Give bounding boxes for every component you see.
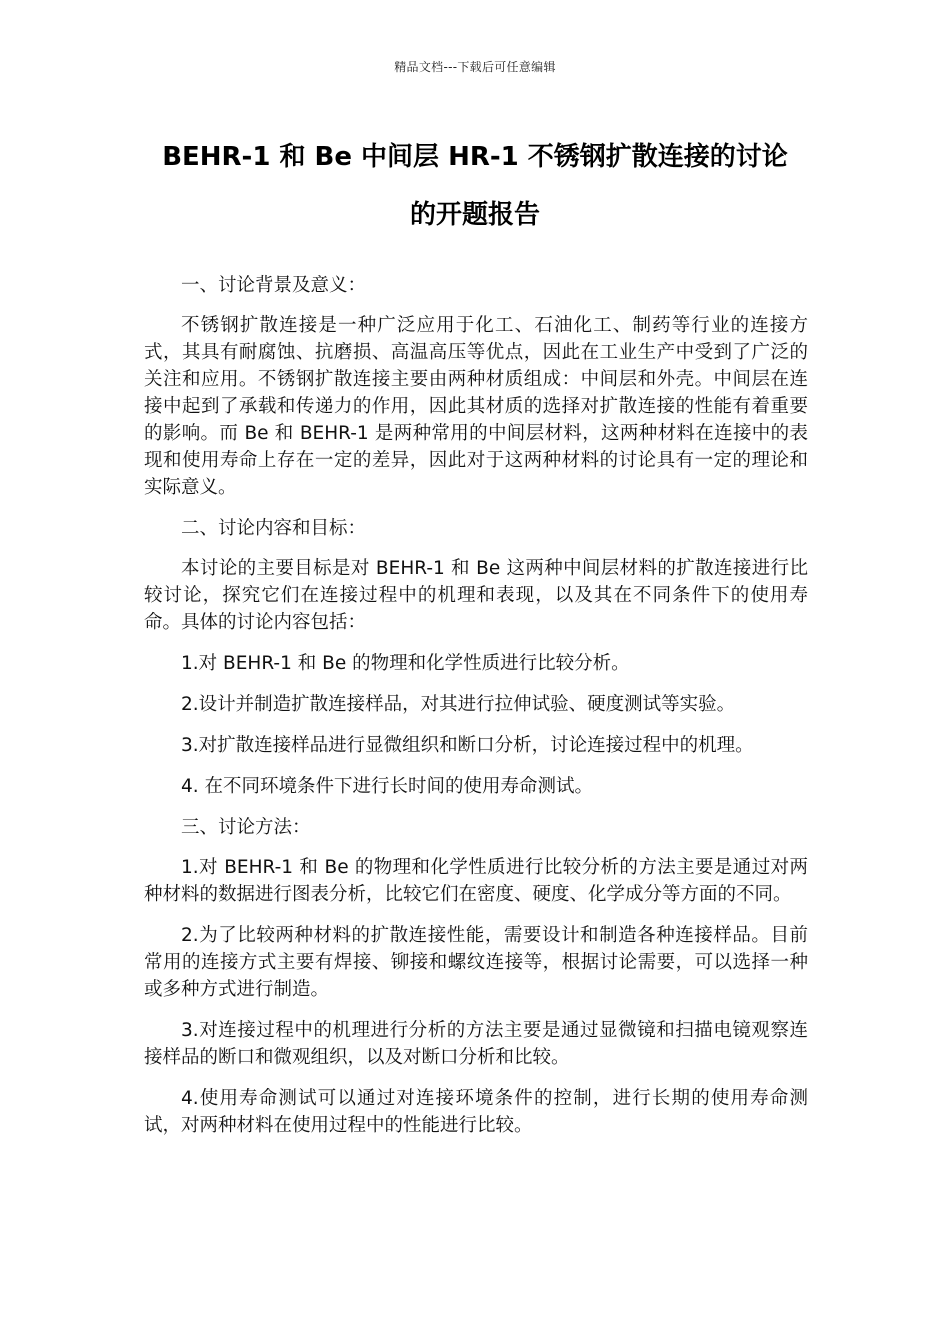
section-3-item-2: 2.为了比较两种材料的扩散连接性能，需要设计和制造各种连接样品。目前常用的连接方式主要有焊接、铆接和螺纹连接等，根据讨论需要，可以选择一种或多种方式进行制造。 xyxy=(144,925,808,1000)
title-line-2: 的开题报告 xyxy=(409,200,540,230)
section-1-paragraph: 不锈钢扩散连接是一种广泛应用于化工、石油化工、制药等行业的连接方式，其具有耐腐蚀、抗磨损、高温高压等优点，因此在工业生产中受到了广泛的关注和应用。不锈钢扩散连接主要由两种材质组成：中间层和外壳。中间层在连接中起到了承载和传递力的作用，因此其材质的选择对扩散连接的性能有着重要的影响。而 Be 和 BEHR-1 是两种常用的中间层材料，这两种材料在连接中的表现和使用寿命上存在一定的差异，因此对于这两种材料的讨论具有一定的理论和实际意义。 xyxy=(144,315,808,498)
section-3-heading: 三、讨论方法： xyxy=(181,817,311,838)
section-2-item-4: 4. 在不同环境条件下进行长时间的使用寿命测试。 xyxy=(181,776,594,797)
header-note: 精品文档---下载后可任意编辑 xyxy=(394,60,556,74)
document-body xyxy=(144,272,808,1153)
section-2-item-1: 1.对 BEHR-1 和 Be 的物理和化学性质进行比较分析。 xyxy=(181,653,630,674)
section-2-paragraph: 本讨论的主要目标是对 BEHR-1 和 Be 这两种中间层材料的扩散连接进行比较讨论，探究它们在连接过程中的机理和表现，以及其在不同条件下的使用寿命。具体的讨论内容包括： xyxy=(144,558,808,633)
section-3-item-1: 1.对 BEHR-1 和 Be 的物理和化学性质进行比较分析的方法主要是通过对两种材料的数据进行图表分析，比较它们在密度、硬度、化学成分等方面的不同。 xyxy=(144,857,808,905)
section-2-item-3: 3.对扩散连接样品进行显微组织和断口分析，讨论连接过程中的机理。 xyxy=(181,735,754,756)
section-2-heading: 二、讨论内容和目标： xyxy=(181,518,367,539)
section-3-item-3: 3.对连接过程中的机理进行分析的方法主要是通过显微镜和扫描电镜观察连接样品的断口和微观组织，以及对断口分析和比较。 xyxy=(144,1020,808,1068)
document-title xyxy=(140,128,810,244)
section-2-item-2: 2.设计并制造扩散连接样品，对其进行拉伸试验、硬度测试等实验。 xyxy=(181,694,736,715)
title-line-1: BEHR-1 和 Be 中间层 HR-1 不锈钢扩散连接的讨论 xyxy=(162,142,788,172)
section-1-heading: 一、讨论背景及意义： xyxy=(181,275,367,296)
section-3-item-4: 4.使用寿命测试可以通过对连接环境条件的控制，进行长期的使用寿命测试，对两种材料在使用过程中的性能进行比较。 xyxy=(144,1088,808,1136)
